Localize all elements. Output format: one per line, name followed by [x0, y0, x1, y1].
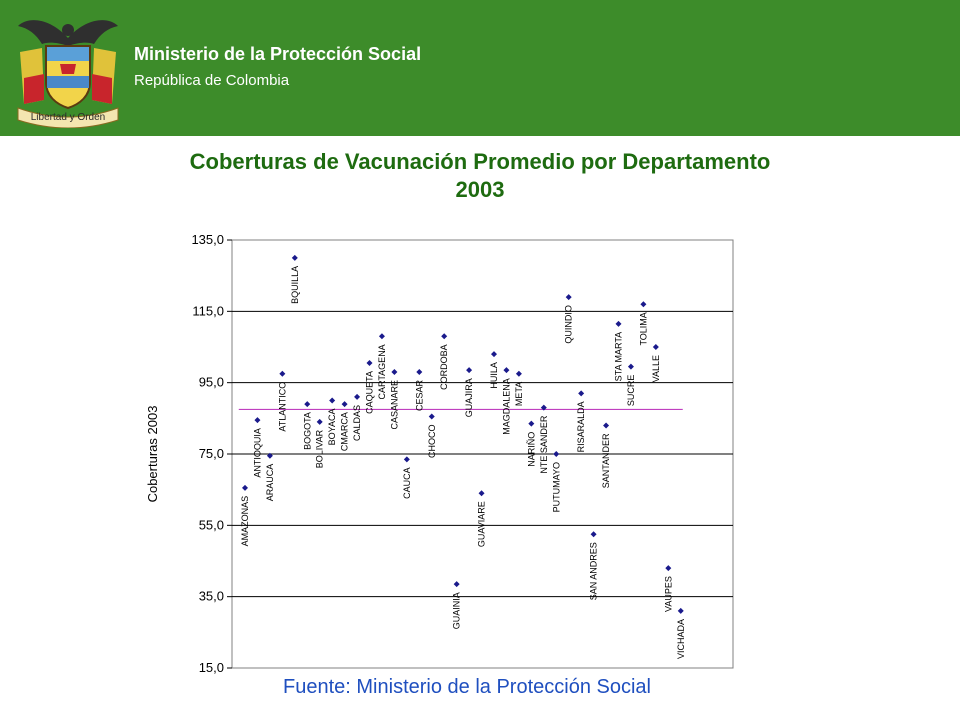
- data-point-label: ANTIOQUIA: [252, 428, 263, 478]
- data-point-label: VALLE: [650, 355, 661, 383]
- data-point-label: AMAZONAS: [240, 495, 250, 547]
- data-point-label: CALDAS: [352, 404, 363, 441]
- ministry-name: Ministerio de la Protección Social: [134, 44, 422, 64]
- data-point-label: CAQUETA: [364, 371, 375, 414]
- data-point-label: STA MARTA: [613, 331, 624, 382]
- y-axis-label: Coberturas 2003: [145, 405, 160, 503]
- data-point-label: PUTUMAYO: [551, 462, 562, 513]
- data-point-label: META: [513, 381, 524, 407]
- data-point-label: SAN ANDRES: [588, 542, 599, 601]
- y-tick-label: 95,0: [198, 374, 224, 390]
- data-point-label: CHOCO: [426, 424, 437, 459]
- data-point-label: VAUPES: [663, 576, 674, 612]
- data-point-label: TOLIMA: [638, 312, 649, 346]
- y-tick-label: 35,0: [198, 588, 224, 604]
- data-point-label: BOGOTA: [302, 412, 313, 450]
- data-point-label: ARAUCA: [264, 463, 275, 502]
- data-point-label: SANTANDER: [601, 433, 612, 489]
- data-point-label: BQUILLA: [289, 265, 300, 304]
- chart-title: Coberturas de Vacunación Promedio por Departamento: [189, 149, 771, 174]
- y-tick-label: 135,0: [191, 232, 224, 247]
- data-point-label: HUILA: [489, 362, 499, 389]
- y-tick-label: 15,0: [198, 660, 224, 675]
- data-point-label: VICHADA: [675, 618, 686, 659]
- data-point-label: CAUCA: [401, 467, 412, 499]
- y-tick-label: 75,0: [198, 446, 224, 461]
- data-point-label: GUAVIARE: [476, 501, 487, 548]
- data-point-label: ATLANTICO: [277, 381, 288, 432]
- source-note: Fuente: Ministerio de la Protección Social: [283, 676, 651, 698]
- country-name: República de Colombia: [134, 72, 290, 89]
- data-point-label: CARTAGENA: [376, 344, 387, 400]
- data-point-label: BOYACA: [327, 408, 338, 446]
- y-tick-label: 55,0: [198, 517, 224, 533]
- data-point-label: CMARCA: [339, 412, 350, 452]
- chart-subtitle: 2003: [455, 177, 505, 202]
- data-point-label: RISARALDA: [576, 401, 587, 453]
- data-point-label: CASANARE: [389, 379, 400, 430]
- data-point-label: NTE SANDER: [538, 415, 549, 474]
- data-point-label: GUAINIA: [451, 592, 462, 630]
- data-point-label: CORDOBA: [439, 344, 450, 390]
- data-point-label: GUAJIRA: [464, 378, 475, 418]
- data-point-label: NARIÑO: [526, 431, 537, 467]
- data-point-label: CESAR: [414, 379, 425, 411]
- data-point-label: QUINDIO: [563, 305, 574, 344]
- seal-motto: Libertad y Orden: [30, 112, 106, 123]
- y-tick-label: 115,0: [192, 303, 224, 319]
- data-point-label: MAGDALENA: [501, 378, 512, 435]
- data-point-label: BOLIVAR: [314, 429, 325, 469]
- data-point-label: SUCRE: [625, 374, 636, 407]
